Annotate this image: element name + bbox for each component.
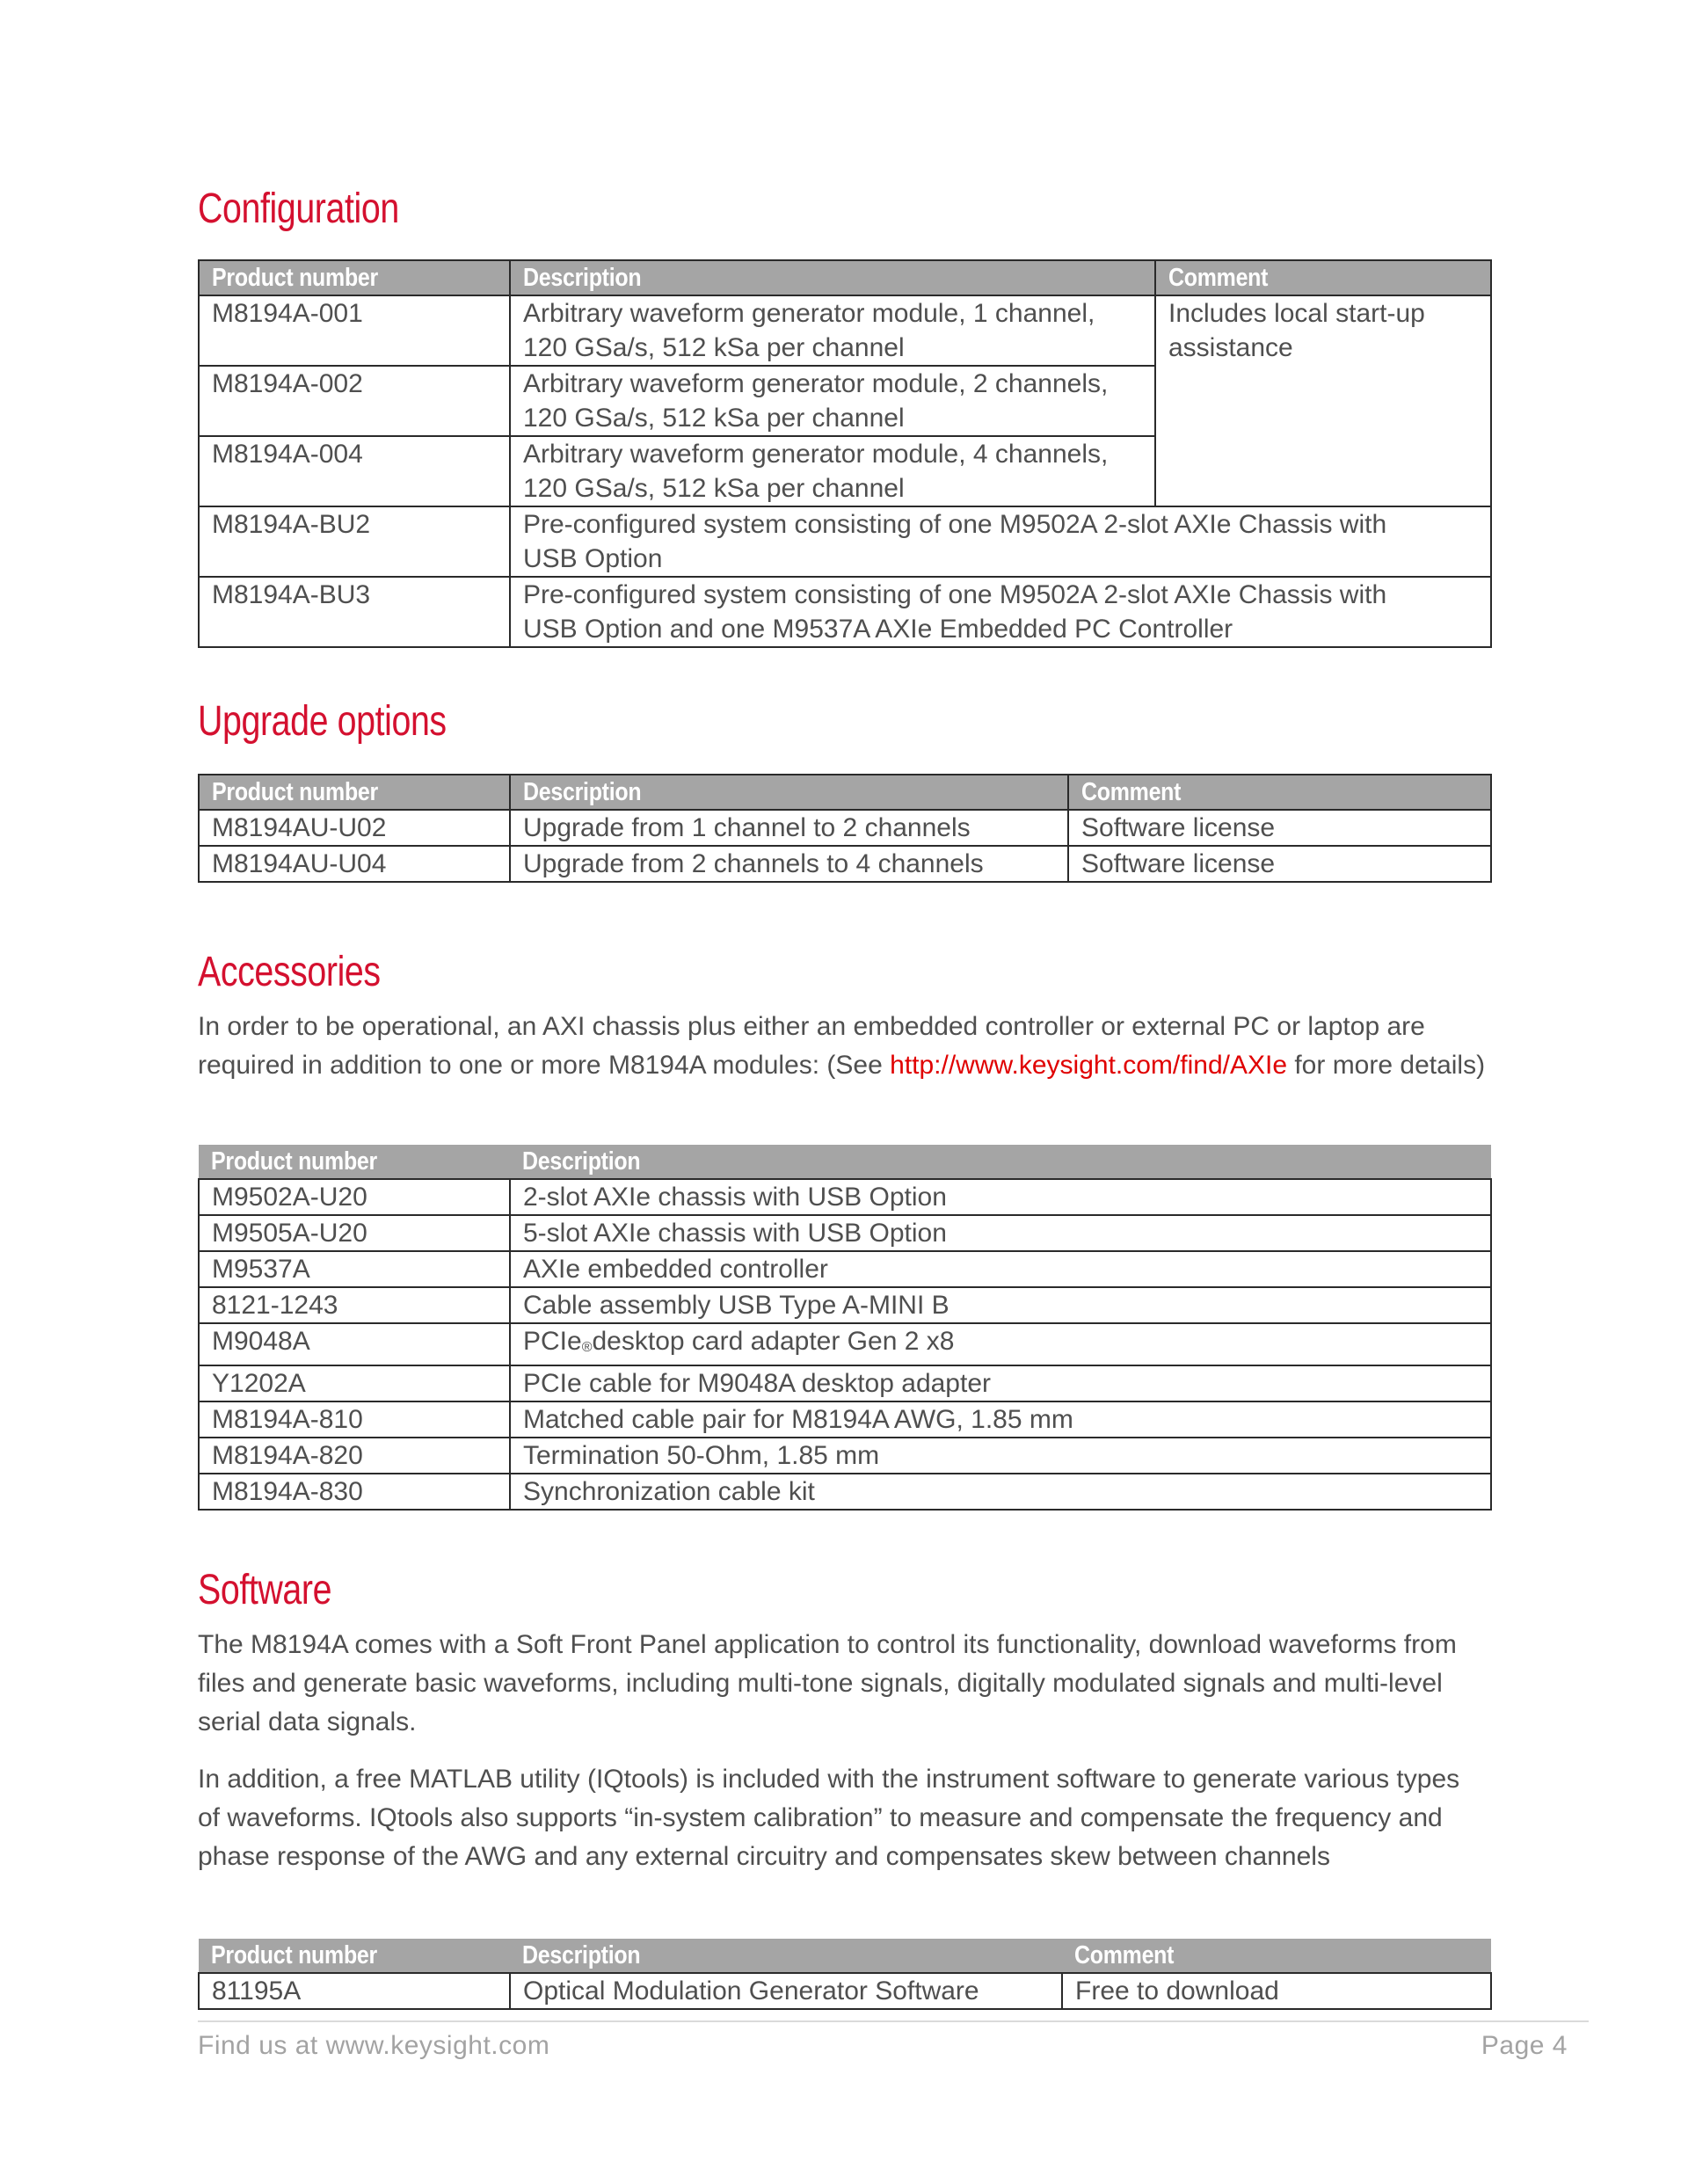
- description-cell: AXIe embedded controller: [510, 1251, 1491, 1287]
- description-cell: Arbitrary waveform generator module, 1 channel, 120 GSa/s, 512 kSa per channel: [510, 295, 1155, 366]
- table-row: [199, 295, 1491, 366]
- section-title-configuration: Configuration: [198, 186, 399, 232]
- table-row: [199, 1365, 1491, 1401]
- axie-link[interactable]: http://www.keysight.com/find/AXIe: [890, 1051, 1288, 1080]
- column-header-comment: Comment: [1155, 260, 1491, 295]
- description-cell: Upgrade from 2 channels to 4 channels: [510, 846, 1068, 882]
- column-header-description: Description: [510, 775, 1068, 810]
- table-header-row: [199, 1145, 1491, 1179]
- product-number-cell: M9505A-U20: [199, 1215, 510, 1251]
- description-cell: PCIe®desktop card adapter Gen 2 x8: [510, 1323, 1491, 1365]
- product-number-cell: M8194A-810: [199, 1401, 510, 1438]
- description-cell: 5-slot AXIe chassis with USB Option: [510, 1215, 1491, 1251]
- section-title-upgrade-options: Upgrade options: [198, 698, 447, 745]
- table-row: [199, 1973, 1491, 2009]
- table-header-row: [199, 775, 1491, 810]
- product-number-cell: 81195A: [199, 1973, 510, 2009]
- accessories-table: [198, 1145, 1492, 1511]
- description-cell: Termination 50-Ohm, 1.85 mm: [510, 1438, 1491, 1474]
- comment-cell: Software license: [1068, 846, 1491, 882]
- table-row: [199, 1474, 1491, 1510]
- column-header-product-number: Product number: [199, 1939, 510, 1973]
- product-number-cell: M8194A-002: [199, 366, 510, 436]
- product-number-cell: M9537A: [199, 1251, 510, 1287]
- description-cell: Upgrade from 1 channel to 2 channels: [510, 810, 1068, 846]
- column-header-comment: Comment: [1068, 775, 1491, 810]
- footer-website-text: Find us at www.keysight.com: [198, 2031, 550, 2060]
- description-cell: Optical Modulation Generator Software: [510, 1973, 1062, 2009]
- table-row: [199, 1215, 1491, 1251]
- registered-trademark-icon: ®: [581, 1340, 593, 1355]
- table-row: [199, 1179, 1491, 1215]
- table-row: [199, 506, 1491, 577]
- configuration-table: [198, 259, 1492, 648]
- product-number-cell: M8194A-001: [199, 295, 510, 366]
- page-number: Page 4: [1481, 2031, 1568, 2060]
- software-table: [198, 1939, 1492, 2010]
- table-row: [199, 1323, 1491, 1365]
- product-number-cell: M8194A-830: [199, 1474, 510, 1510]
- column-header-product-number: Product number: [199, 260, 510, 295]
- product-number-cell: M8194A-BU3: [199, 577, 510, 647]
- product-number-cell: 8121-1243: [199, 1287, 510, 1323]
- description-cell: Synchronization cable kit: [510, 1474, 1491, 1510]
- table-row: [199, 577, 1491, 647]
- software-paragraph-1: The M8194A comes with a Soft Front Panel application to control its functionality, download waveforms from files and generate basic waveforms, including multi-tone signals, digitally modulated signals and multi-level serial data signals.: [198, 1630, 1457, 1736]
- product-number-cell: M9502A-U20: [199, 1179, 510, 1215]
- comment-cell: Free to download: [1062, 1973, 1491, 2009]
- column-header-description: Description: [510, 1145, 1491, 1179]
- comment-cell: Software license: [1068, 810, 1491, 846]
- comment-cell: Includes local start-up assistance: [1155, 295, 1491, 506]
- upgrade-options-table: [198, 774, 1492, 883]
- description-cell: Matched cable pair for M8194A AWG, 1.85 mm: [510, 1401, 1491, 1438]
- description-cell: Pre-configured system consisting of one M9502A 2-slot AXIe Chassis with USB Option and one M9537A AXIe Embedded PC Controller: [510, 577, 1491, 647]
- accessories-intro-paragraph: In order to be operational, an AXI chassis plus either an embedded controller or external PC or laptop are required in addition to one or more M8194A modules: (See http://www.keysight.com/find/AXIe for more details): [198, 1012, 1486, 1080]
- description-cell: PCIe cable for M9048A desktop adapter: [510, 1365, 1491, 1401]
- table-header-row: [199, 260, 1491, 295]
- description-cell: Cable assembly USB Type A-MINI B: [510, 1287, 1491, 1323]
- product-number-cell: M8194AU-U04: [199, 846, 510, 882]
- table-row: [199, 1438, 1491, 1474]
- description-cell: Arbitrary waveform generator module, 4 channels, 120 GSa/s, 512 kSa per channel: [510, 436, 1155, 506]
- description-cell: Pre-configured system consisting of one M9502A 2-slot AXIe Chassis with USB Option: [510, 506, 1491, 577]
- product-number-cell: Y1202A: [199, 1365, 510, 1401]
- column-header-product-number: Product number: [199, 775, 510, 810]
- software-paragraph-2: In addition, a free MATLAB utility (IQtools) is included with the instrument software to generate various types of waveforms. IQtools also supports “in-system calibration” to measure and compensate the frequency and phase response of the AWG and any external circuitry and compensates skew between channels: [198, 1765, 1460, 1871]
- column-header-comment: Comment: [1062, 1939, 1491, 1973]
- product-number-cell: M9048A: [199, 1323, 510, 1365]
- table-row: [199, 810, 1491, 846]
- description-cell: Arbitrary waveform generator module, 2 channels, 120 GSa/s, 512 kSa per channel: [510, 366, 1155, 436]
- product-number-cell: M8194A-BU2: [199, 506, 510, 577]
- section-title-accessories: Accessories: [198, 949, 381, 995]
- table-row: [199, 1251, 1491, 1287]
- table-row: [199, 1287, 1491, 1323]
- product-number-cell: M8194A-004: [199, 436, 510, 506]
- table-row: [199, 846, 1491, 882]
- table-header-row: [199, 1939, 1491, 1973]
- footer-divider: [198, 2020, 1589, 2022]
- section-title-software: Software: [198, 1567, 332, 1613]
- product-number-cell: M8194A-820: [199, 1438, 510, 1474]
- column-header-product-number: Product number: [199, 1145, 510, 1179]
- column-header-description: Description: [510, 260, 1155, 295]
- description-cell: 2-slot AXIe chassis with USB Option: [510, 1179, 1491, 1215]
- column-header-description: Description: [510, 1939, 1062, 1973]
- product-number-cell: M8194AU-U02: [199, 810, 510, 846]
- table-row: [199, 1401, 1491, 1438]
